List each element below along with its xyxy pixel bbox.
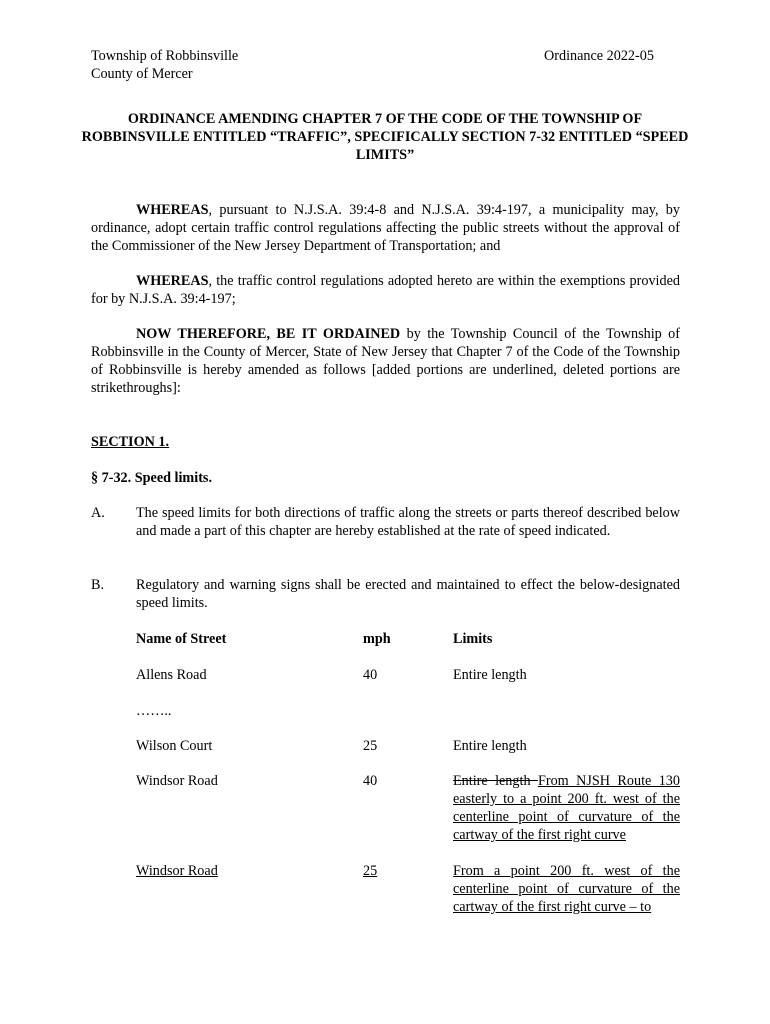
section-heading: SECTION 1. bbox=[91, 434, 170, 450]
speed-mph: 40 bbox=[363, 667, 378, 683]
added-text: From NJSH Route 130 easterly to a point 200 ft. west of the centerline point of curvature of the cartway of the first right curve bbox=[453, 773, 680, 843]
ordinance-number: Ordinance 2022-05 bbox=[544, 48, 654, 64]
ordained-paragraph bbox=[91, 325, 680, 397]
speed-mph: 40 bbox=[363, 773, 378, 789]
item-b-text: Regulatory and warning signs shall be erected and maintained to effect the below-designated speed limits. bbox=[136, 577, 680, 611]
table-header-name: Name of Street bbox=[136, 631, 227, 647]
whereas-paragraph-2 bbox=[91, 272, 680, 308]
omission-ellipsis: …….. bbox=[136, 703, 172, 719]
table-header-limits: Limits bbox=[453, 631, 493, 647]
municipality-name: Township of Robbinsville bbox=[91, 48, 239, 64]
header-left bbox=[91, 47, 238, 83]
county-name: County of Mercer bbox=[91, 66, 193, 82]
table-header-mph: mph bbox=[363, 631, 391, 647]
subsection-heading: § 7-32. Speed limits. bbox=[91, 470, 212, 486]
speed-limits: Entire length bbox=[453, 667, 527, 683]
whereas-paragraph-1 bbox=[91, 201, 680, 255]
street-name: Allens Road bbox=[136, 667, 207, 683]
whereas-text: , the traffic control regulations adopted hereto are within the exemptions provided for by N.J.S.A. 39:4-197; bbox=[91, 273, 680, 307]
street-name: Windsor Road bbox=[136, 773, 218, 789]
street-name-added: Windsor Road bbox=[136, 863, 218, 879]
speed-mph-added: 25 bbox=[363, 863, 378, 879]
speed-mph: 25 bbox=[363, 738, 378, 754]
whereas-lead: WHEREAS bbox=[136, 202, 209, 218]
ordained-lead: NOW THEREFORE, BE IT ORDAINED bbox=[136, 326, 401, 342]
whereas-lead: WHEREAS bbox=[136, 273, 209, 289]
speed-limits-added: From a point 200 ft. west of the centerline point of curvature of the cartway of the first right curve – to bbox=[453, 863, 680, 915]
item-b-letter: B. bbox=[91, 577, 105, 593]
speed-limits-amended bbox=[453, 772, 680, 844]
street-name: Wilson Court bbox=[136, 738, 213, 754]
item-a-text: The speed limits for both directions of traffic along the streets or parts thereof described below and made a part of this chapter are hereby established at the rate of speed indicated. bbox=[136, 505, 680, 539]
item-a-letter: A. bbox=[91, 505, 105, 521]
deleted-text: Entire length bbox=[453, 773, 538, 789]
ordained-text: by the Township Council of the Township of Robbinsville in the County of Mercer, State of New Jersey that Chapter 7 of the Code of the Township of Robbinsville is hereby amended as follows [added portions are underlined, deleted portions are strikethroughs]: bbox=[91, 326, 680, 396]
ordinance-title: ORDINANCE AMENDING CHAPTER 7 OF THE CODE OF THE TOWNSHIP OF ROBBINSVILLE ENTITLED “TRAFFIC”, SPECIFICALLY SECTION 7-32 ENTITLED “SPEED LIMITS” bbox=[81, 111, 689, 163]
whereas-text: , pursuant to N.J.S.A. 39:4-8 and N.J.S.A. 39:4-197, a municipality may, by ordinance, adopt certain traffic control regulations affecting the public streets without the approval of the Commissioner of the New Jersey Department of Transportation; and bbox=[91, 202, 680, 254]
speed-limits: Entire length bbox=[453, 738, 527, 754]
